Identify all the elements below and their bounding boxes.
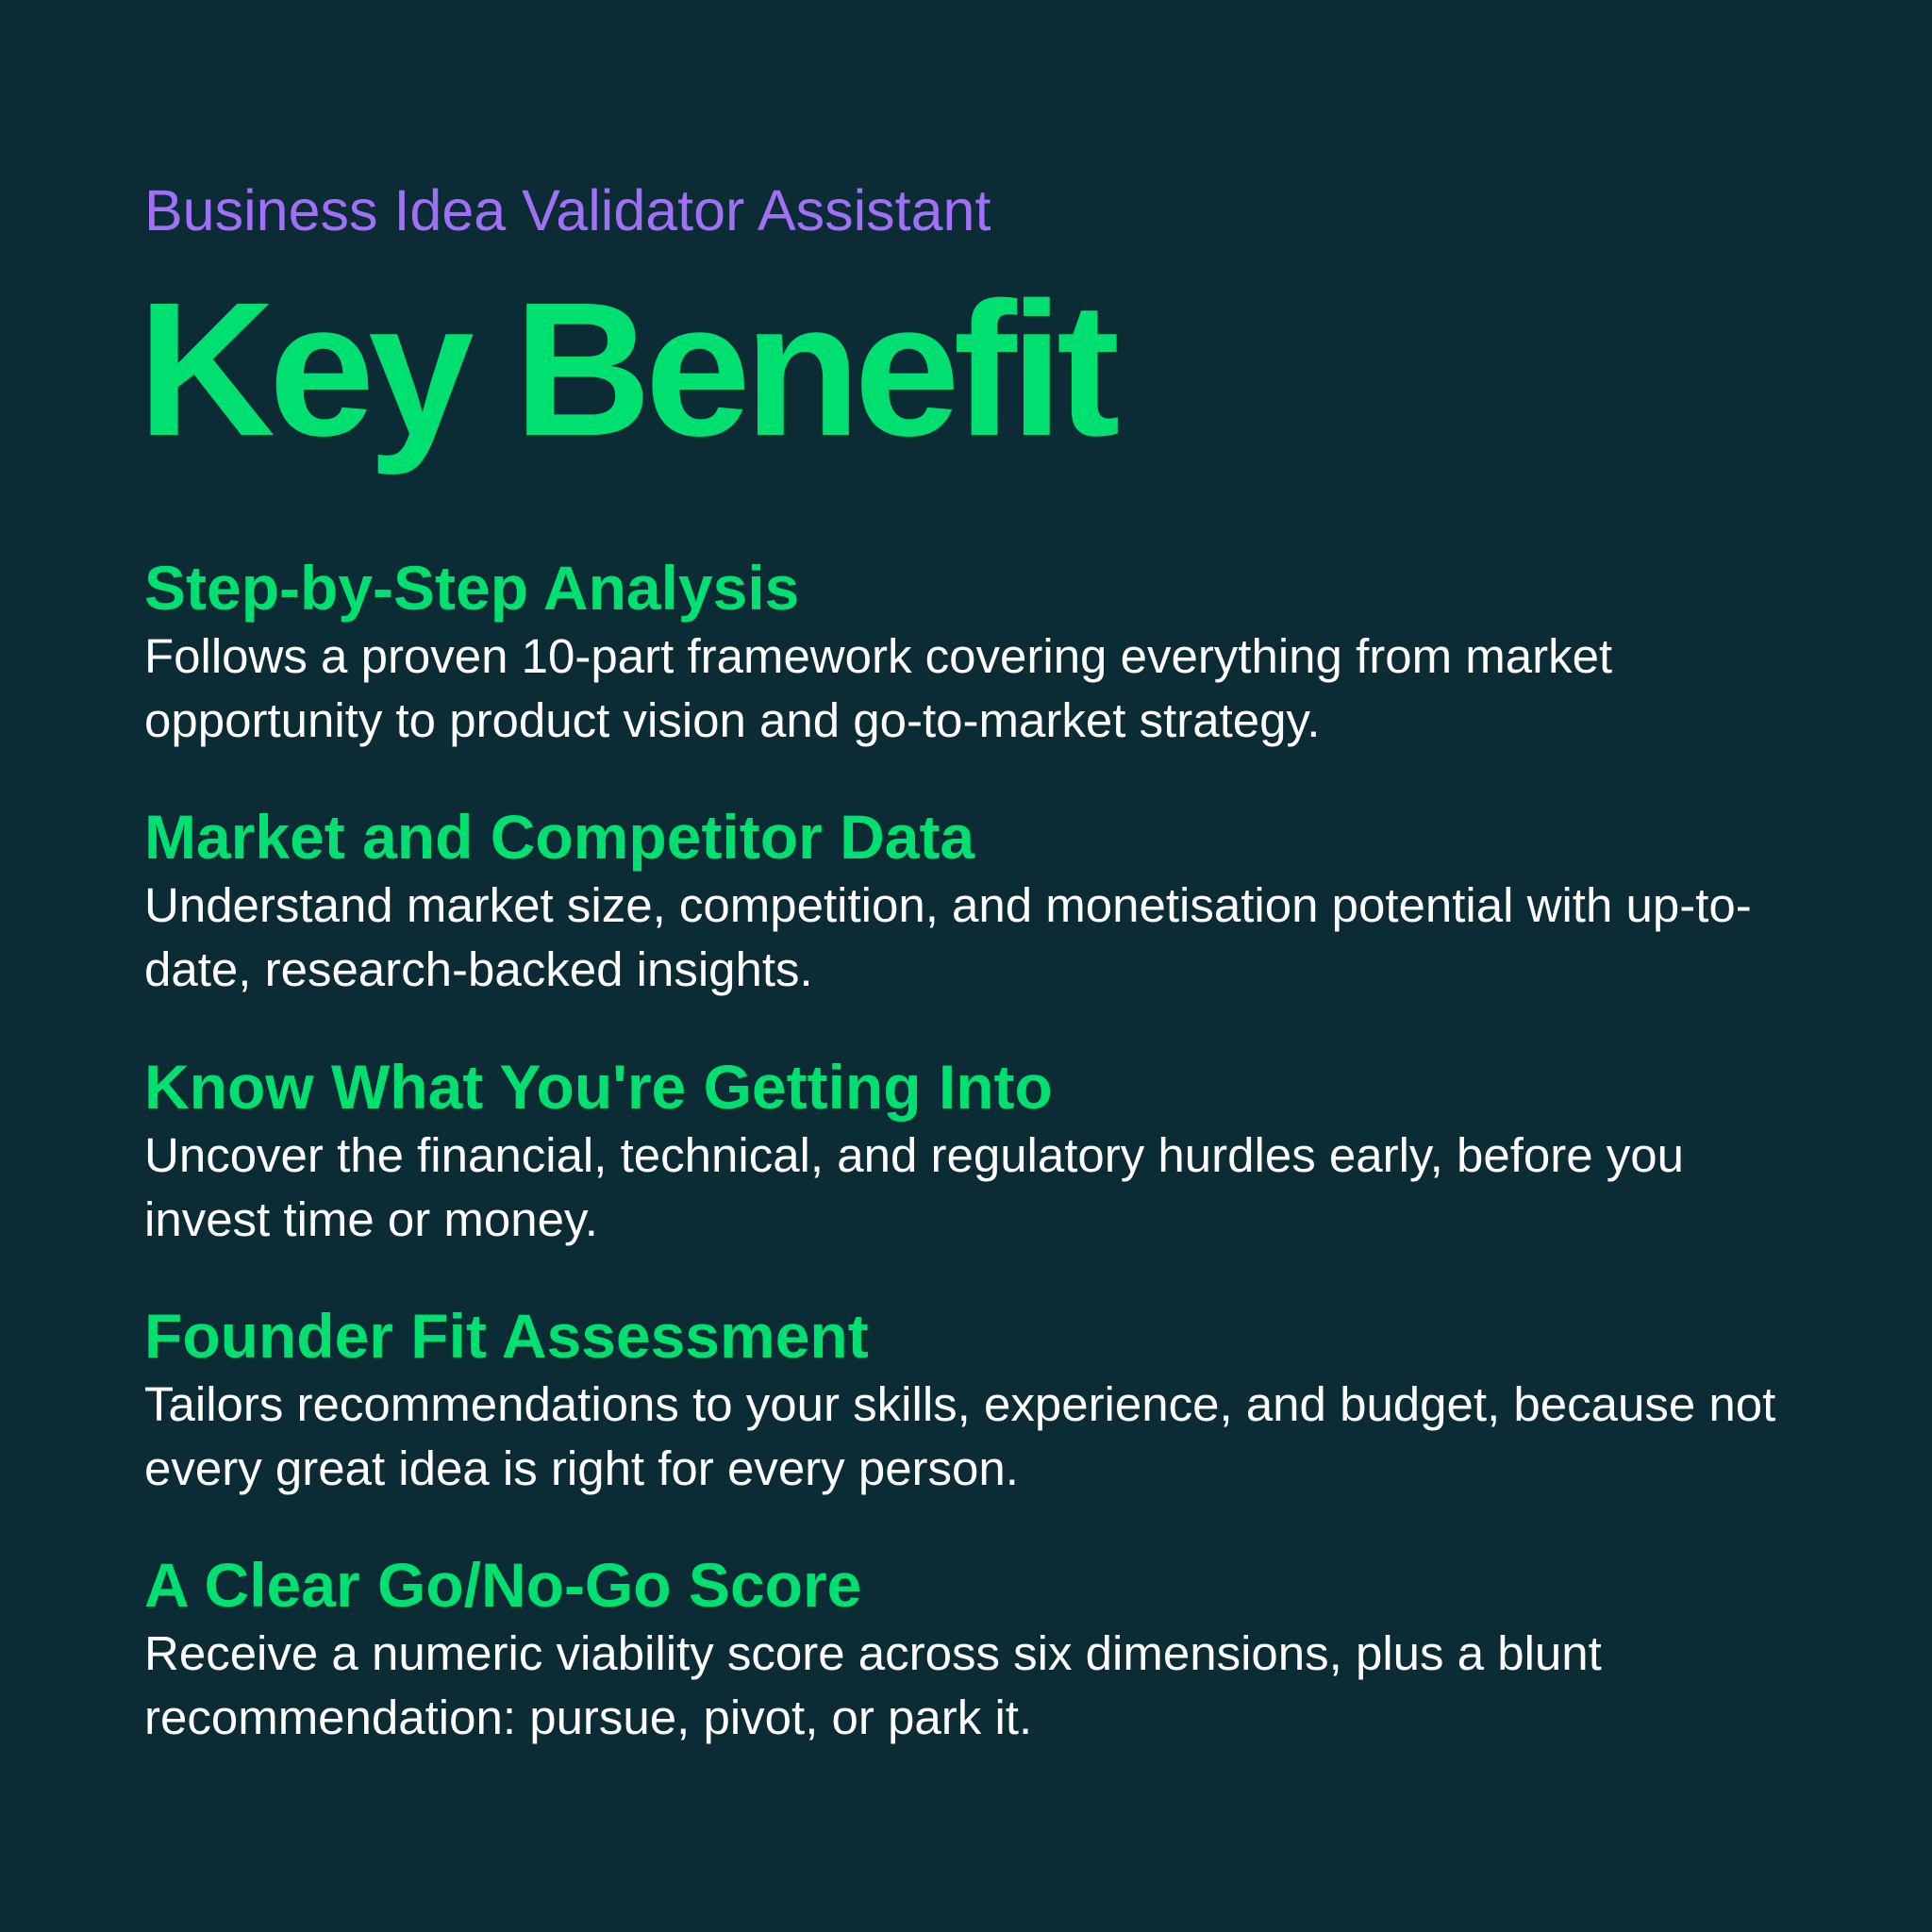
benefit-description: Understand market size, competition, and monetisation potential with up-to-date, research-backed insights. — [144, 878, 1752, 996]
benefit-heading: Founder Fit Assessment — [144, 1301, 869, 1371]
benefit-know-what-youre-getting-into — [144, 1050, 1805, 1252]
benefit-heading: Know What You're Getting Into — [144, 1052, 1053, 1122]
benefit-description: Receive a numeric viability score across six dimensions, plus a blunt recommendation: pursue, pivot, or park it. — [144, 1626, 1602, 1744]
benefit-market-competitor-data — [144, 800, 1805, 1002]
benefit-heading: A Clear Go/No-Go Score — [144, 1550, 862, 1620]
benefit-description: Follows a proven 10-part framework covering everything from market opportunity to product vision and go-to-market strategy. — [144, 629, 1613, 747]
benefit-heading: Step-by-Step Analysis — [144, 553, 800, 623]
benefit-heading: Market and Competitor Data — [144, 802, 975, 872]
benefit-description: Tailors recommendations to your skills, experience, and budget, because not every great idea is right for every person. — [144, 1377, 1776, 1495]
app-subtitle: Business Idea Validator Assistant — [144, 178, 991, 242]
benefit-founder-fit-assessment — [144, 1299, 1805, 1501]
benefit-step-by-step-analysis — [144, 551, 1805, 753]
benefit-description: Uncover the financial, technical, and regulatory hurdles early, before you invest time or money. — [144, 1128, 1684, 1246]
page-title: Key Benefit — [138, 262, 1114, 475]
benefit-go-no-go-score — [144, 1548, 1805, 1750]
